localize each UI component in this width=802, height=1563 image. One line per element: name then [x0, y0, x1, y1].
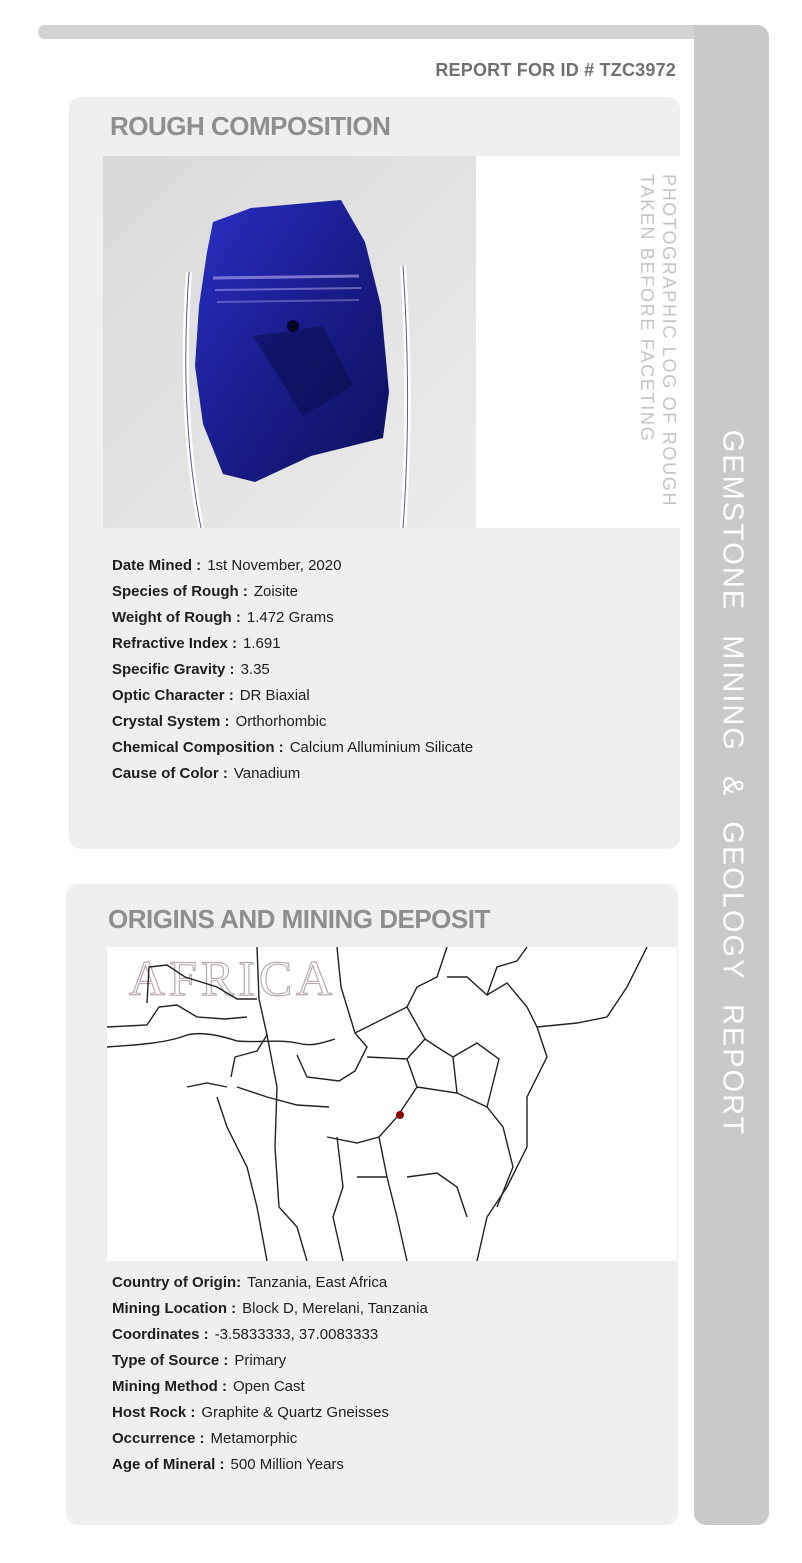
- property-row: Mining Method : Open Cast: [112, 1378, 305, 1395]
- property-row: Crystal System : Orthorhombic: [112, 713, 327, 730]
- rough-composition-title: ROUGH COMPOSITION: [110, 111, 391, 141]
- rough-gem-photo: [103, 156, 476, 528]
- header-bar: [38, 25, 758, 39]
- property-row: Optic Character : DR Biaxial: [112, 687, 310, 704]
- property-row: Country of Origin: Tanzania, East Africa: [112, 1274, 388, 1291]
- property-row: Refractive Index : 1.691: [112, 635, 281, 652]
- caption-line-1: PHOTOGRAPHIC LOG OF ROUGH: [659, 174, 679, 508]
- deposit-marker: [396, 1111, 404, 1119]
- property-row: Specific Gravity : 3.35: [112, 661, 270, 678]
- property-row: Cause of Color : Vanadium: [112, 765, 301, 782]
- property-row: Weight of Rough : 1.472 Grams: [112, 609, 334, 626]
- africa-map: [107, 947, 677, 1261]
- report-id: REPORT FOR ID # TZC3972: [435, 60, 676, 80]
- side-title: [694, 25, 769, 1525]
- property-row: Mining Location : Block D, Merelani, Tanzania: [112, 1300, 428, 1317]
- map-image: [107, 947, 677, 1261]
- property-row: Species of Rough : Zoisite: [112, 583, 299, 600]
- property-row: Age of Mineral : 500 Million Years: [112, 1456, 344, 1473]
- property-row: Chemical Composition : Calcium Alluminium Silicate: [112, 739, 474, 756]
- property-row: Coordinates : -3.5833333, 37.0083333: [112, 1326, 379, 1343]
- photo-caption: [633, 174, 683, 508]
- property-row: Host Rock : Graphite & Quartz Gneisses: [112, 1404, 389, 1421]
- caption-line-2: TAKEN BEFORE FACETING: [637, 174, 657, 443]
- property-row: Occurrence : Metamorphic: [112, 1430, 298, 1447]
- property-row: Date Mined : 1st November, 2020: [112, 557, 342, 574]
- property-row: Type of Source : Primary: [112, 1352, 287, 1369]
- origin-properties: [112, 1270, 428, 1478]
- gem-image: [103, 156, 476, 528]
- map-label: AFRICA: [129, 950, 337, 1006]
- origins-title: ORIGINS AND MINING DEPOSIT: [108, 904, 490, 934]
- rough-properties: [112, 553, 473, 787]
- side-title-text: GEMSTONE MINING & GEOLOGY REPORT: [716, 429, 748, 1137]
